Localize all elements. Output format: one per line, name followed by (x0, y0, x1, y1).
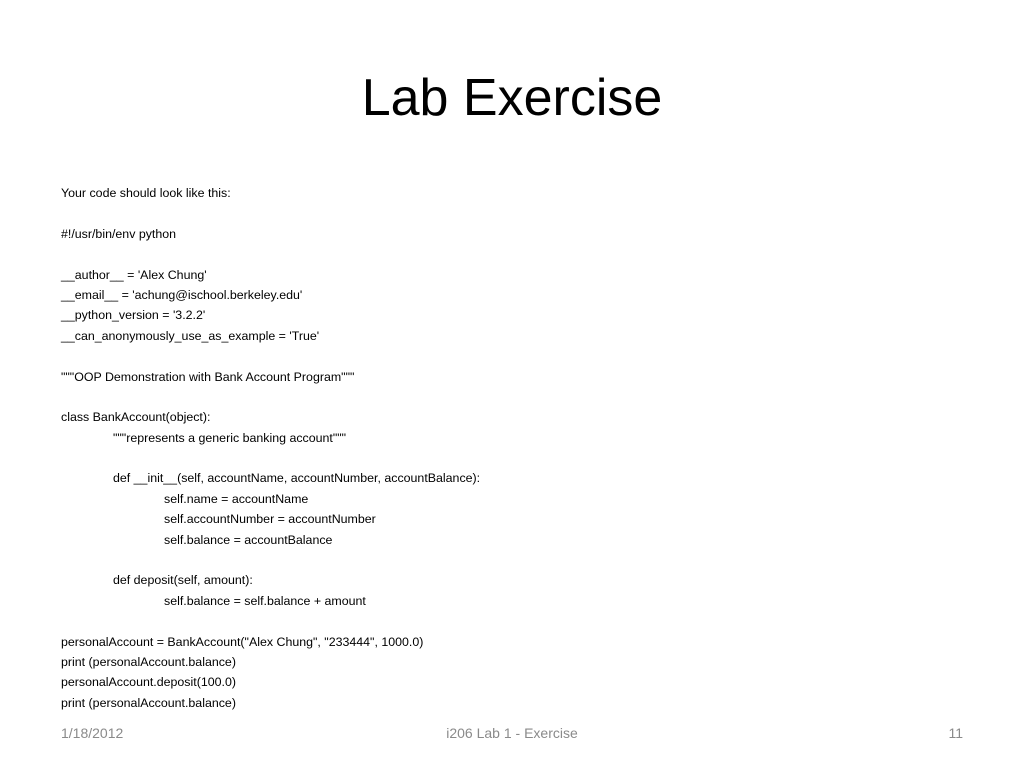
body-line: __python_version = '3.2.2' (61, 308, 206, 323)
blank-line (61, 611, 961, 631)
body-line: def deposit(self, amount): (113, 573, 253, 588)
body-line: """represents a generic banking account""" (113, 430, 347, 445)
body-line: """OOP Demonstration with Bank Account Program""" (61, 369, 355, 384)
body-line: class BankAccount(object): (61, 410, 211, 425)
footer-page-number: 11 (948, 725, 963, 741)
blank-line (61, 346, 961, 366)
body-line: __author__ = 'Alex Chung' (61, 267, 207, 282)
body-line: self.accountNumber = accountNumber (164, 512, 376, 527)
body-line: self.name = accountName (164, 491, 309, 506)
slide-body (61, 183, 961, 713)
footer-title: i206 Lab 1 - Exercise (446, 725, 578, 741)
body-line: personalAccount.deposit(100.0) (61, 675, 236, 690)
blank-line (61, 387, 961, 407)
body-line: #!/usr/bin/env python (61, 226, 177, 241)
blank-line (61, 244, 961, 264)
body-line: self.balance = self.balance + amount (164, 593, 366, 608)
body-line: __can_anonymously_use_as_example = 'True' (61, 328, 320, 343)
footer-date: 1/18/2012 (61, 725, 124, 741)
body-line: def __init__(self, accountName, accountNumber, accountBalance): (113, 471, 481, 486)
body-line: print (personalAccount.balance) (61, 695, 236, 710)
body-line: self.balance = accountBalance (164, 532, 333, 547)
slide-title: Lab Exercise (361, 69, 663, 127)
blank-line (61, 550, 961, 570)
blank-line (61, 448, 961, 468)
body-line: print (personalAccount.balance) (61, 654, 236, 669)
body-line: __email__ = 'achung@ischool.berkeley.edu' (61, 287, 303, 302)
body-line: personalAccount = BankAccount("Alex Chung", "233444", 1000.0) (61, 634, 424, 649)
blank-line (61, 203, 961, 223)
body-line: Your code should look like this: (61, 186, 231, 200)
